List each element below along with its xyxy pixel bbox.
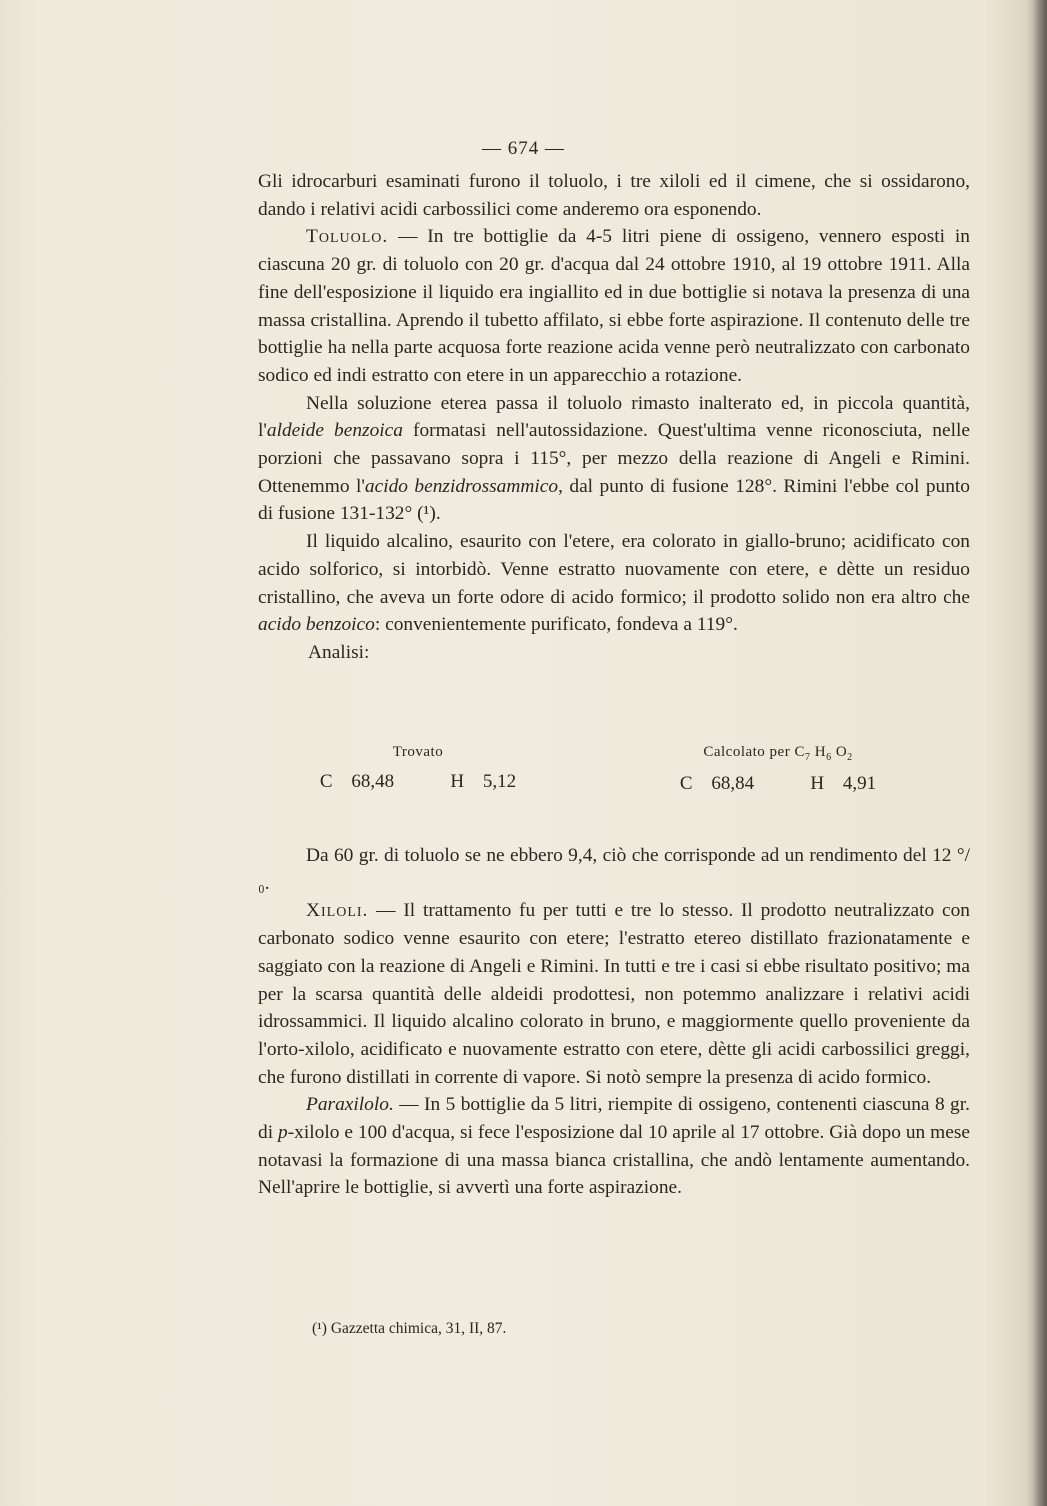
paragraph-paraxilolo xyxy=(258,1091,970,1202)
text-span: Nella soluzione eterea passa il toluolo rimasto inalterato ed, in piccola quantità, l' xyxy=(258,392,970,442)
italic-term: p xyxy=(278,1122,288,1144)
paragraph-toluolo xyxy=(258,223,970,389)
analisi-label: Analisi: xyxy=(308,641,370,663)
text-span: formatasi nell'autossidazione. Quest'ultima venne riconosciuta, nelle porzioni che passavano sopra i 115°, per mezzo della reazione di Angeli e Rimini. Ottenemmo l' xyxy=(258,420,970,497)
analysis-calc-column xyxy=(638,744,918,795)
body-text-top xyxy=(258,168,970,667)
italic-term: acido benzoico xyxy=(258,614,375,636)
paragraph-alcalino xyxy=(258,528,970,639)
calc-header xyxy=(638,744,918,763)
found-header: Trovato xyxy=(392,744,444,760)
section-heading-toluolo: Toluolo. xyxy=(306,226,389,248)
page-number: — 674 — xyxy=(482,138,565,159)
subscript: 2 xyxy=(847,752,853,763)
text-span: : convenientemente purificato, fondeva a 119°. xyxy=(374,614,738,636)
calc-values: C 68,84 H 4,91 xyxy=(679,773,877,794)
text-span: H xyxy=(810,744,827,760)
paragraph-toluolo-text: — In tre bottiglie da 4-5 litri piene di ossigeno, vennero esposti in ciascuna 20 gr. di toluolo con 20 gr. d'acqua dal 24 ottobre 1910, al 19 ottobre 1911. Alla fine dell'esposizione il liquido era ingiallito ed in due bottiglie si notava la presenza di una massa cristallina. Aprendo il tubetto affilato, si ebbe forte aspirazione. Il contenuto delle tre bottiglie ha nella parte acquosa forte reazione acida venne però neutralizzato con carbonato sodico ed indi estratto con etere in un apparecchio a rotazione. xyxy=(258,226,970,386)
paragraph-xiloli xyxy=(258,897,970,1091)
italic-term: acido benzidrossammico xyxy=(364,475,559,497)
subscript: 6 xyxy=(826,752,832,763)
footnote: (¹) Gazzetta chimica, 31, II, 87. xyxy=(312,1320,507,1337)
text-span: , dal punto di fusione 128°. Rimini l'ebbe col punto di fusione 131-132° (¹). xyxy=(258,475,970,525)
section-heading-paraxilolo: Paraxilolo. xyxy=(306,1094,394,1116)
italic-term: aldeide benzoica xyxy=(266,420,403,442)
section-heading-xiloli: Xiloli. xyxy=(306,900,369,922)
paragraph-eterea xyxy=(258,390,970,529)
text-span: Il liquido alcalino, esaurito con l'etere, era colorato in giallo-bruno; acidificato con acido solforico, si intorbidò. Venne estratto nuovamente con etere, e dètte un residuo cristallino, che aveva un forte odore di acido formico; il prodotto solido non era altro che xyxy=(258,531,970,608)
page-edge-shadow xyxy=(1033,0,1047,1506)
body-text-bottom xyxy=(258,842,970,1202)
paragraph-intro: Gli idrocarburi esaminati furono il toluolo, i tre xiloli ed il cimene, che si ossidarono, dando i relativi acidi carbossilici come anderemo ora esponendo. xyxy=(258,171,970,220)
text-span: -xilolo e 100 d'acqua, si fece l'esposizione dal 10 aprile al 17 ottobre. Già dopo un mese notavasi la formazione di una massa bianca cristallina, che andò lentamente aumentando. Nell'aprire le bottiglie, si avvertì una forte aspirazione. xyxy=(258,1122,971,1199)
paragraph-rendimento: Da 60 gr. di toluolo se ne ebbero 9,4, ciò che corrisponde ad un rendimento del 12 °/₀. xyxy=(258,845,970,894)
analysis-found-column xyxy=(298,744,538,793)
found-values: C 68,48 H 5,12 xyxy=(319,771,517,792)
text-span: O xyxy=(831,744,848,760)
text-span: — In 5 bottiglie da 5 litri, riempite di ossigeno, contenenti ciascuna 8 gr. di xyxy=(258,1094,970,1144)
text-span: Calcolato per C xyxy=(703,744,805,760)
subscript: 7 xyxy=(804,752,811,763)
text-span: — Il trattamento fu per tutti e tre lo stesso. Il prodotto neutralizzato con carbonato sodico venne esaurito con etere; l'estratto etereo distillato frazionatamente e saggiato con la reazione di Angeli e Rimini. In tutti e tre i casi si ebbe risultato positivo; ma per la scarsa quantità delle aldeidi prodottesi, non potemmo analizzare i relativi acidi idrossammici. Il liquido alcalino colorato in bruno, e maggiormente quello proveniente da l'orto-xilolo, acidificato e nuovamente estratto con etere, dètte gli acidi carbossilici greggi, che furono distillati in corrente di vapore. Si notò sempre la presenza di acido formico. xyxy=(258,900,970,1088)
